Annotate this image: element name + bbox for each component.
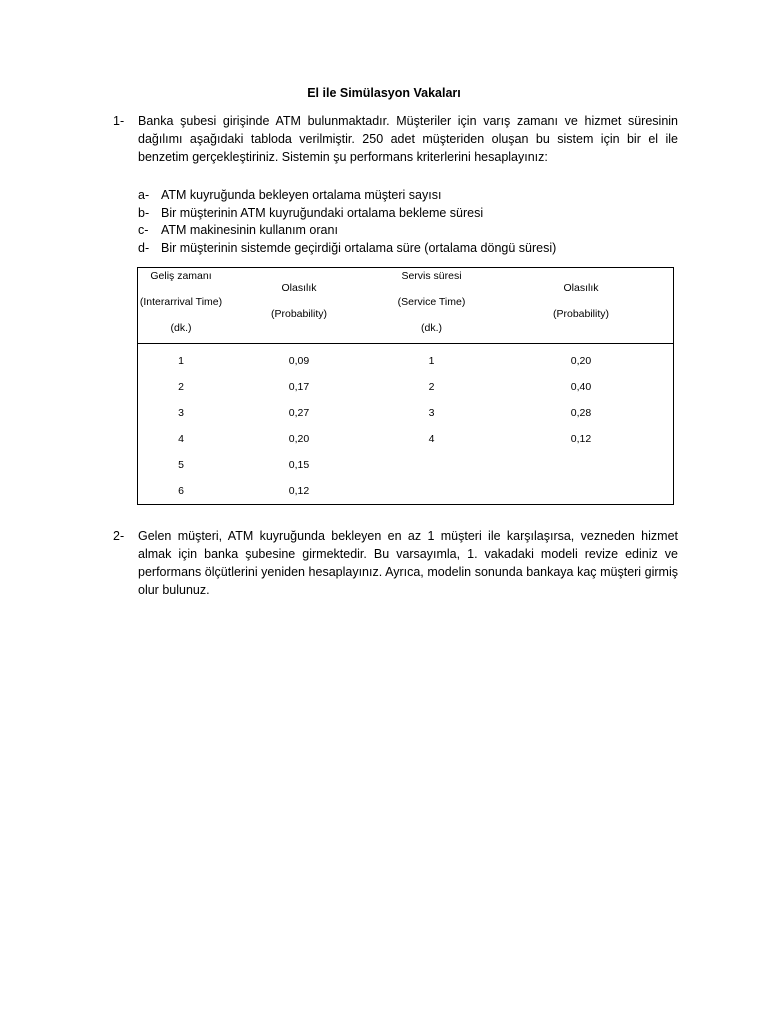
table-cell: 0,20 (288, 433, 310, 445)
criteria-item-d (138, 240, 556, 258)
table-cell: 0,09 (288, 355, 310, 367)
table-cell: 0,12 (570, 433, 592, 445)
criteria-item-text: Bir müşterinin sistemde geçirdiği ortalama süre (ortalama döngü süresi) (161, 240, 557, 255)
table-row (138, 426, 674, 452)
criteria-item-text: ATM makinesinin kullanım oranı (161, 223, 338, 237)
header-service-probability-line1: Olasılık (563, 282, 599, 294)
table-cell: 3 (178, 407, 184, 419)
criteria-item-a (138, 187, 556, 205)
header-service-time-line3: (dk.) (421, 322, 442, 334)
table-cell: 1 (428, 355, 435, 367)
table-cell: 6 (178, 485, 184, 497)
table-cell: 0,20 (570, 355, 592, 367)
criteria-item-label: b- (138, 205, 150, 220)
header-arrival-probability-line1: Olasılık (281, 282, 317, 294)
criteria-item-text: ATM kuyruğunda bekleyen ortalama müşteri sayısı (161, 188, 442, 202)
distribution-table (137, 267, 674, 505)
question-1-text: Banka şubesi girişinde ATM bulunmaktadır. Müşteriler için varış zamanı ve hizmet süresinin dağılımı aşağıdaki tabloda verilmiştir. 250 adet müşteriden oluşan bu sistem için bir el ile benzetim gerçekleştiriniz. Sistemin şu performans kriterlerini hesaplayınız: (138, 114, 678, 164)
question-2-number: 2- (113, 529, 125, 543)
table-cell: 0,15 (288, 459, 310, 471)
header-service-time-line1: Servis süresi (401, 270, 462, 282)
header-interarrival-line1: Geliş zamanı (150, 270, 212, 282)
table-cell: 0,17 (288, 381, 310, 393)
header-service-time (374, 268, 489, 344)
table-cell: 4 (178, 433, 184, 445)
criteria-item-b (138, 205, 556, 223)
criteria-item-text: Bir müşterinin ATM kuyruğundaki ortalama bekleme süresi (161, 205, 484, 220)
page-title: El ile Simülasyon Vakaları (307, 86, 461, 100)
table-cell (489, 478, 674, 505)
table-row (138, 374, 674, 400)
table-cell: 0,27 (288, 407, 310, 419)
table-cell: 3 (428, 407, 435, 419)
header-arrival-probability-line2: (Probability) (270, 308, 328, 320)
header-service-probability (489, 268, 674, 344)
criteria-item-label: d- (138, 240, 150, 255)
table-row (138, 400, 674, 426)
table-row (138, 344, 674, 375)
table-cell: 1 (178, 355, 184, 367)
table-cell (374, 452, 489, 478)
table-cell (374, 478, 489, 505)
table-cell (489, 452, 674, 478)
header-interarrival-line2: (Interarrival Time) (139, 296, 223, 308)
question-2 (113, 527, 678, 599)
header-service-probability-line2: (Probability) (552, 308, 610, 320)
question-2-text: Gelen müşteri, ATM kuyruğunda bekleyen en az 1 müşteri ile karşılaşırsa, vezneden hizmet almak için banka şubesine girmektedir. Bu varsayımla, 1. vakadaki modeli revize ediniz ve performans ölçütlerini yeniden hesaplayınız. Ayrıca, modelin sonunda bankaya kaç müşteri girmiş olur bulunuz. (138, 529, 678, 597)
table-cell: 2 (178, 381, 184, 393)
criteria-item-label: c- (138, 223, 149, 237)
header-service-time-line2: (Service Time) (397, 296, 466, 308)
header-interarrival (138, 268, 225, 344)
table-row (138, 452, 674, 478)
table-cell: 0,12 (288, 485, 310, 497)
table-cell: 4 (428, 433, 435, 445)
table-row (138, 478, 674, 505)
table-cell: 0,40 (570, 381, 592, 393)
header-arrival-probability (224, 268, 374, 344)
table-cell: 5 (178, 459, 184, 471)
table-cell: 0,28 (570, 407, 592, 419)
table-cell: 2 (428, 381, 435, 393)
criteria-list (138, 187, 556, 257)
criteria-item-c (138, 222, 556, 240)
question-1 (113, 112, 678, 166)
header-interarrival-line3: (dk.) (170, 322, 192, 334)
question-1-number: 1- (113, 114, 125, 128)
criteria-item-label: a- (138, 188, 150, 202)
table-header-row (138, 268, 674, 344)
